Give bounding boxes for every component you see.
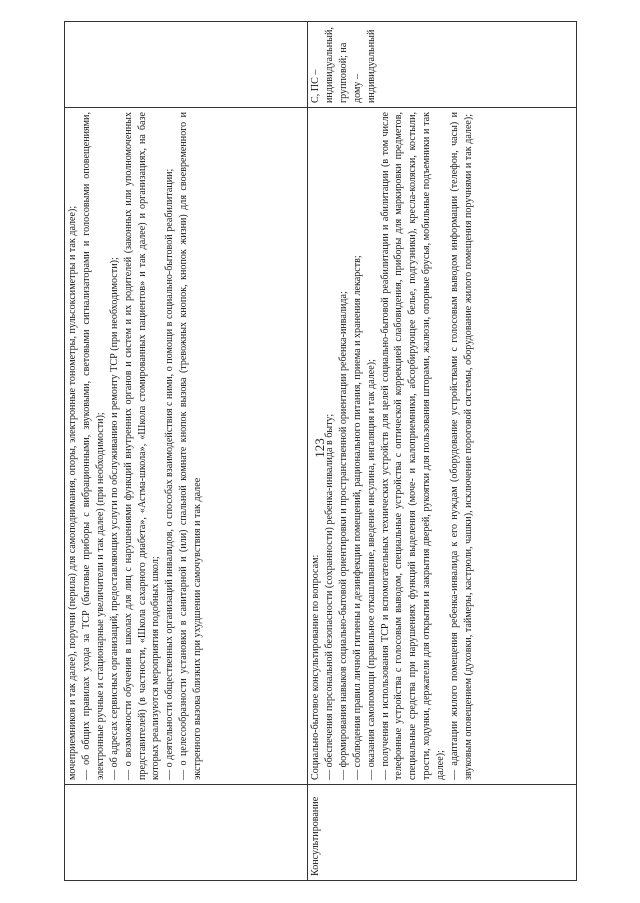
content-line: — о целесообразности установки в санитарной и (или) спальной комнате кнопок вызова (тревожных кнопок, кнопок жизни) для своевременного и экстренного вызова близких при ухудшении самочувствия и так далее [178,112,204,780]
content-line: — обеспечения персональной безопасности (сохранности) ребенка-инвалида в быту; [323,413,335,780]
content-line: — получения и использования ТСР и вспомогательных технических устройств для целей социально-бытовой реабилитации и абилитации (в том числе телефонные устройства с голосовым выводом, специальные устройства с оптической коррекцией слабовидения, приборы для маркировки предметов, специальные средства при нарушениях функций выделения (моче- и калоприемники, абсорбирующее белье, подгузники), кресла-коляски, костыли, трости, ходунки, держатели для открытия и закрытия дверей, рукоятки для пользования шторами, жалюзи, опорные брусья, мобильные подъемники и так далее); [379,112,447,780]
format-cell [65,22,308,108]
rotated-table-container [64,21,576,881]
table-row [65,22,308,881]
content-line: — формирования навыков социально-бытовой ориентировки и пространственной ориентации ребенка-инвалида; [337,291,349,780]
format-cell: С, ПС – индивидуальный, групповой; на дому – индивидуальный [308,22,577,108]
content-line: — оказания самопомощи (правильное откашливание, введение инсулина, ингаляция и так далее); [365,359,377,780]
page-number: 123 [312,438,327,458]
content-line: — адаптации жилого помещения ребенка-инвалида к его нуждам (оборудование устройствами с голосовым выводом информации (телефон, часы) и звуковым оповещением (духовки, таймеры, кастрюли, чашки), исключение пороговой системы, оборудование жилого помещения поручнями и так далее); [449,112,474,780]
table-row [308,22,577,881]
content-cell [308,108,577,785]
services-table [64,21,577,881]
service-cell: Консультирование [308,785,577,881]
content-line: — о возможности обучения в школах для лиц с нарушениями функций внутренних органов и систем и их родителей (законных или уполномоченных представителей) (в частности, «Школа сахарного диабета», «Астма-школа», «Школа стомированных пациентов» и так далее) и организациях, на базе которых реализуются мероприятия подобных школ; [122,112,162,780]
content-line: — об общих правилах ухода за ТСР (бытовые приборы с вибрационными, звуковыми, световыми сигнализаторами и голосовыми оповещениями, электронные ручные и стационарные увеличители и так далее) (при необходимости); [80,112,106,780]
content-line: мочеприемников и так далее), поручни (перила) для самоподнимания, опоры, электронные тонометры, пульсоксиметры и так далее); [67,205,78,780]
content-line: — о деятельности общественных организаций инвалидов, о способах взаимодействия с ними, о помощи в социально-бытовой реабилитации; [164,168,176,780]
content-cell [65,108,308,785]
content-line: — об адресах сервисных организаций, предоставляющих услуги по обслуживанию и ремонту ТСР (при необходимости); [108,257,120,780]
service-cell [65,785,308,881]
content-line: — соблюдения правил личной гигиены и дезинфекции помещений, рационального питания, приема и хранения лекарств; [351,255,363,780]
content-line: Социально-бытовое консультирование по вопросам: [310,554,321,780]
